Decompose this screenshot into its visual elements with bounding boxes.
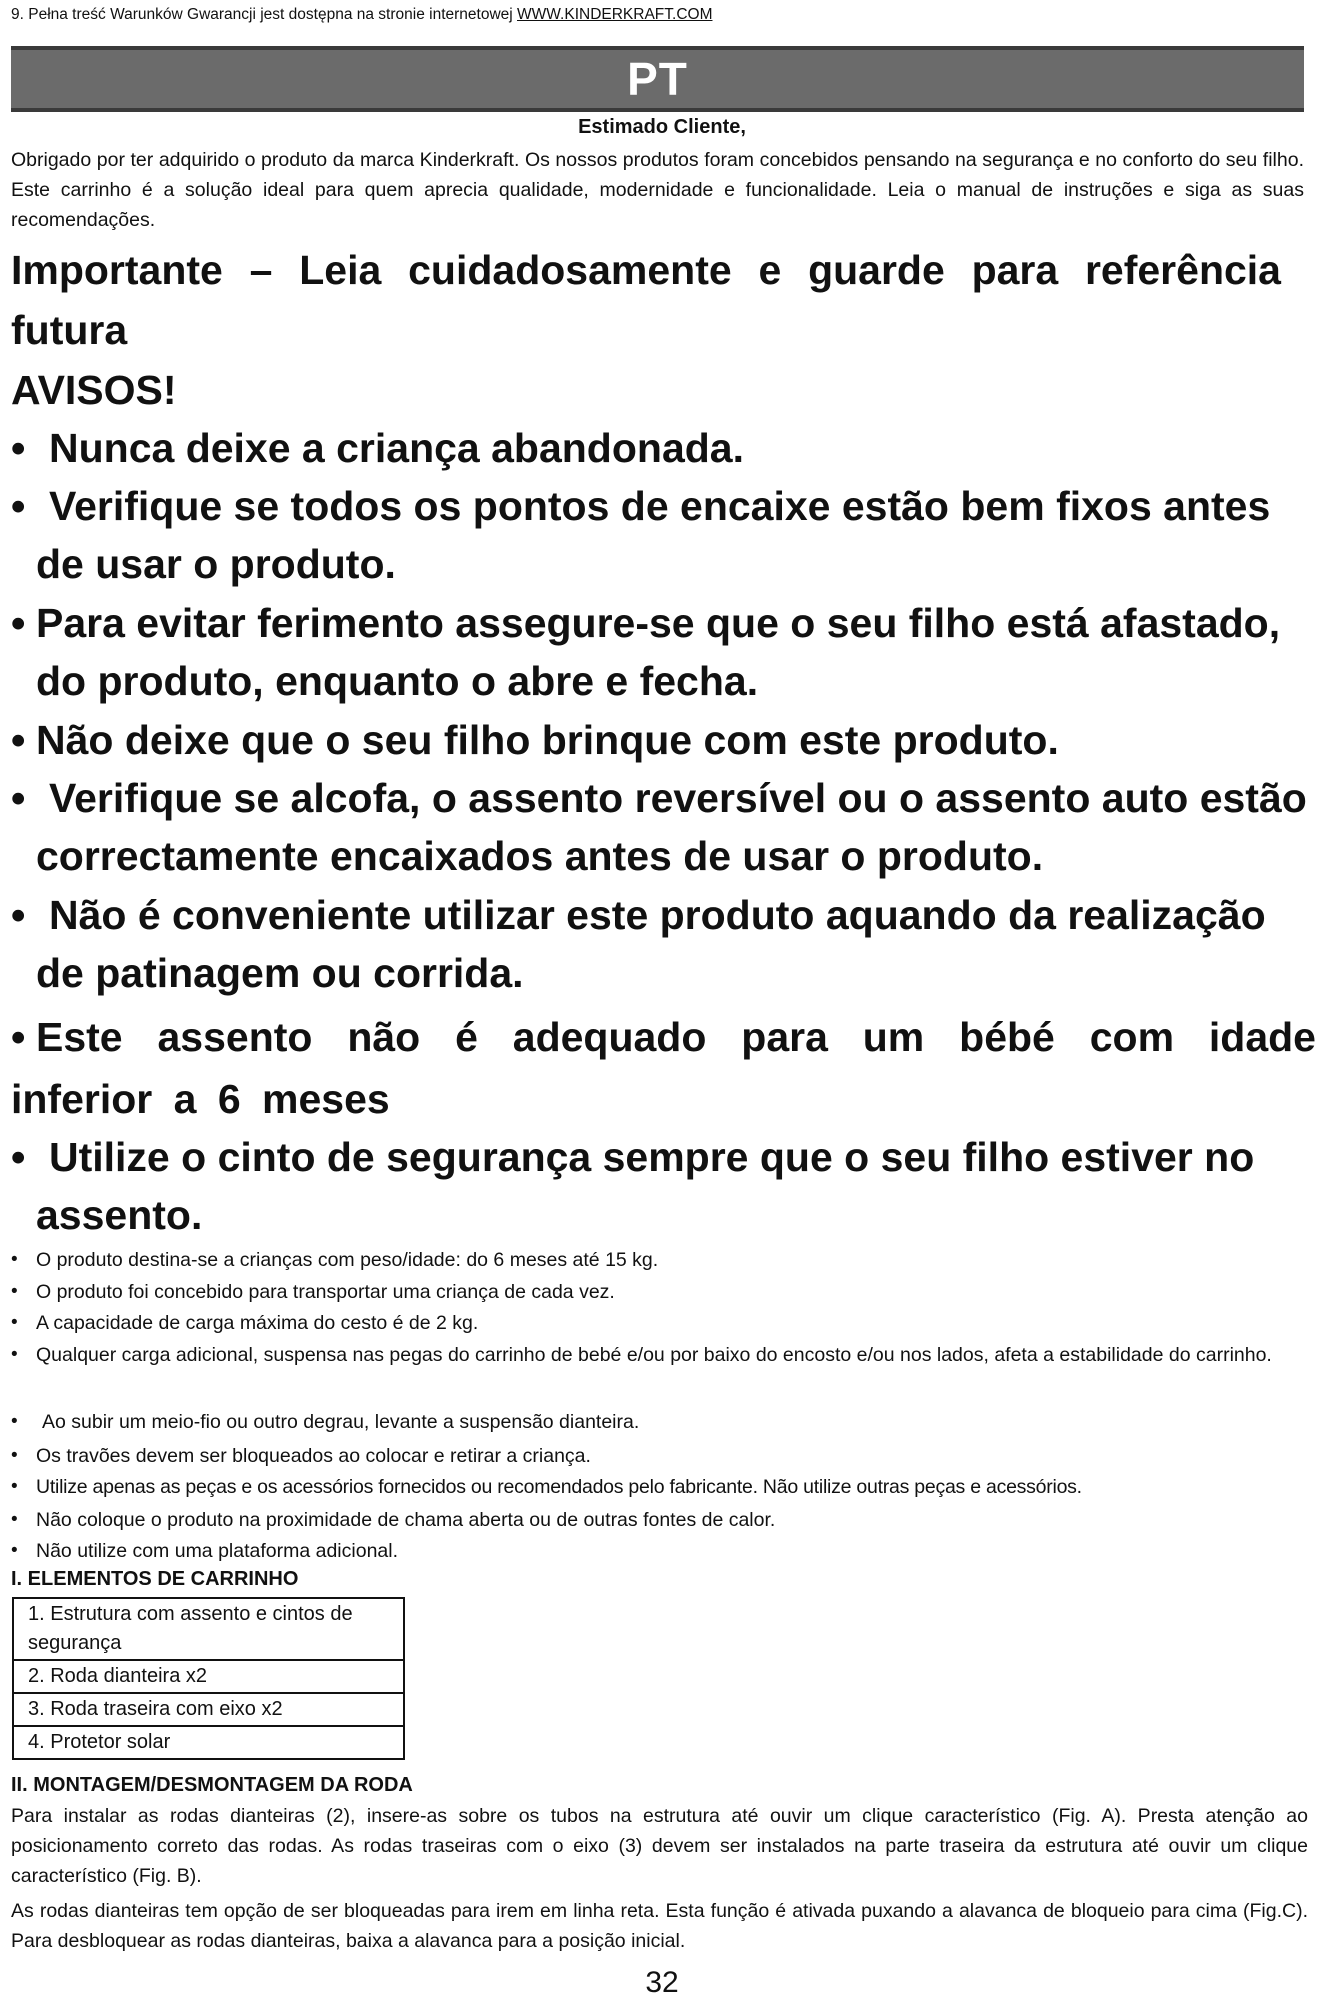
big-warning-text: Utilize o cinto de segurança sempre que o seu filho estiver no assento. [36,1134,1255,1238]
warnings-title: AVISOS! [11,367,177,413]
big-warning [11,769,1316,885]
important-word: referência [1084,247,1281,293]
table-row [13,1693,404,1726]
language-code: PT [627,53,688,105]
bullet-icon: • [11,1134,26,1180]
big-warning-text: Não é conveniente utilizar este produto aquando da realização de patinagem ou corrida. [36,892,1266,996]
language-banner [11,46,1304,112]
table-cell: 1. Estrutura com assento e cintos de segurança [13,1598,404,1660]
bullet-icon: • [11,717,26,763]
kinderkraft-link[interactable]: WWW.KINDERKRAFT.COM [517,6,713,23]
section-heading-assembly: II. MONTAGEM/DESMONTAGEM DA RODA [11,1774,413,1796]
important-heading [11,240,1281,360]
bullet-icon: • [11,1476,18,1497]
bullet-icon: • [11,1312,18,1333]
small-warning [11,1277,1304,1307]
small-warning-text: Não coloque o produto na proximidade de chama aberta ou de outras fontes de calor. [36,1509,776,1531]
important-word: guarde [808,247,945,293]
table-row [13,1726,404,1759]
table-row [13,1660,404,1693]
small-warning-text: Não utilize com uma plataforma adicional. [36,1540,399,1562]
big-warning-text: Verifique se alcofa, o assento reversível ou o assento auto estão correctamente encaixados antes de usar o produto. [36,775,1307,879]
small-warning [11,1245,1304,1275]
big-warning-text: Este assento não é adequado para um bébé com idade inferior a 6 meses [11,1014,1316,1122]
big-warning [11,1006,1316,1130]
small-warning-text: Os travões devem ser bloqueados ao colocar e retirar a criança. [36,1445,591,1467]
important-word: para [971,247,1059,293]
big-warning [11,477,1316,593]
important-line-2: futura [11,307,128,353]
small-warning-text: O produto destina-se a crianças com peso/idade: do 6 meses até 15 kg. [36,1249,659,1271]
bullet-icon: • [11,483,26,529]
important-word: e [758,247,782,293]
small-warning-text: Utilize apenas as peças e os acessórios fornecidos ou recomendados pelo fabricante. Não utilize outras peças e acessórios. [36,1476,1082,1498]
big-warning-text: Para evitar ferimento assegure-se que o seu filho está afastado, do produto, enquanto o abre e fecha. [36,600,1281,704]
small-warning [11,1308,1304,1338]
bullet-icon: • [11,1445,18,1466]
small-warning [11,1441,1304,1471]
big-warning-text: Não deixe que o seu filho brinque com este produto. [36,717,1059,763]
section-heading-elements: I. ELEMENTOS DE CARRINHO [11,1568,299,1590]
important-word: – [249,247,273,293]
important-word: Importante [11,247,223,293]
bullet-icon: • [11,1344,18,1365]
bullet-icon: • [11,1509,18,1530]
intro-paragraph: Obrigado por ter adquirido o produto da marca Kinderkraft. Os nossos produtos foram concebidos pensando na segurança e no conforto do seu filho. Este carrinho é a solução ideal para quem aprecia qualidade, modernidade e funcionalidade. Leia o manual de instruções e siga as suas recomendações. [11,149,1304,231]
assembly-paragraph: As rodas dianteiras tem opção de ser bloqueadas para irem em linha reta. Esta função é ativada puxando a alavanca de bloqueio para cima (Fig.C). Para desbloquear as rodas dianteiras, baixa a alavanca para a posição inicial. [11,1900,1308,1952]
important-word: Leia [299,247,382,293]
big-warning [11,711,1316,769]
bullet-icon: • [11,1014,26,1060]
table-cell: 4. Protetor solar [13,1726,404,1759]
small-warning [11,1340,1304,1370]
bullet-icon: • [11,775,26,821]
warranty-note [11,6,712,24]
important-line-1 [11,240,1281,300]
bullet-icon: • [11,1540,18,1561]
small-warning-text: O produto foi concebido para transportar uma criança de cada vez. [36,1281,615,1303]
elements-table [12,1597,405,1760]
small-warning [11,1505,1304,1535]
big-warning [11,594,1316,710]
table-cell: 3. Roda traseira com eixo x2 [13,1693,404,1726]
bullet-icon: • [11,1411,18,1432]
important-word: cuidadosamente [408,247,732,293]
small-warning [11,1472,1304,1502]
big-warning-text: Verifique se todos os pontos de encaixe estão bem fixos antes de usar o produto. [36,483,1271,587]
bullet-icon: • [11,1249,18,1270]
bullet-icon: • [11,1281,18,1302]
big-warning [11,886,1316,1002]
small-warning-text: Qualquer carga adicional, suspensa nas pegas do carrinho de bebé e/ou por baixo do encosto e/ou nos lados, afeta a estabilidade do carrinho. [36,1344,1272,1366]
bullet-icon: • [11,425,26,471]
bullet-icon: • [11,892,26,938]
small-warning-text: Ao subir um meio-fio ou outro degrau, levante a suspensão dianteira. [42,1411,640,1433]
greeting: Estimado Cliente, [578,116,746,138]
page-number: 32 [645,1966,679,1999]
big-warning [11,1128,1316,1244]
small-warning [11,1407,1304,1437]
small-warning-text: A capacidade de carga máxima do cesto é de 2 kg. [36,1312,479,1334]
table-row [13,1598,404,1660]
small-warning [11,1536,1304,1566]
assembly-paragraph: Para instalar as rodas dianteiras (2), insere-as sobre os tubos na estrutura até ouvir um clique característico (Fig. A). Presta atenção ao posicionamento correto das rodas. As rodas traseiras com o eixo (3) devem ser instalados na parte traseira da estrutura até ouvir um clique característico (Fig. B). [11,1805,1308,1887]
bullet-icon: • [11,600,26,646]
warranty-note-text: 9. Pełna treść Warunków Gwarancji jest dostępna na stronie internetowej [11,6,518,23]
big-warning [11,419,1316,477]
big-warning-text: Nunca deixe a criança abandonada. [49,425,744,471]
table-cell: 2. Roda dianteira x2 [13,1660,404,1693]
